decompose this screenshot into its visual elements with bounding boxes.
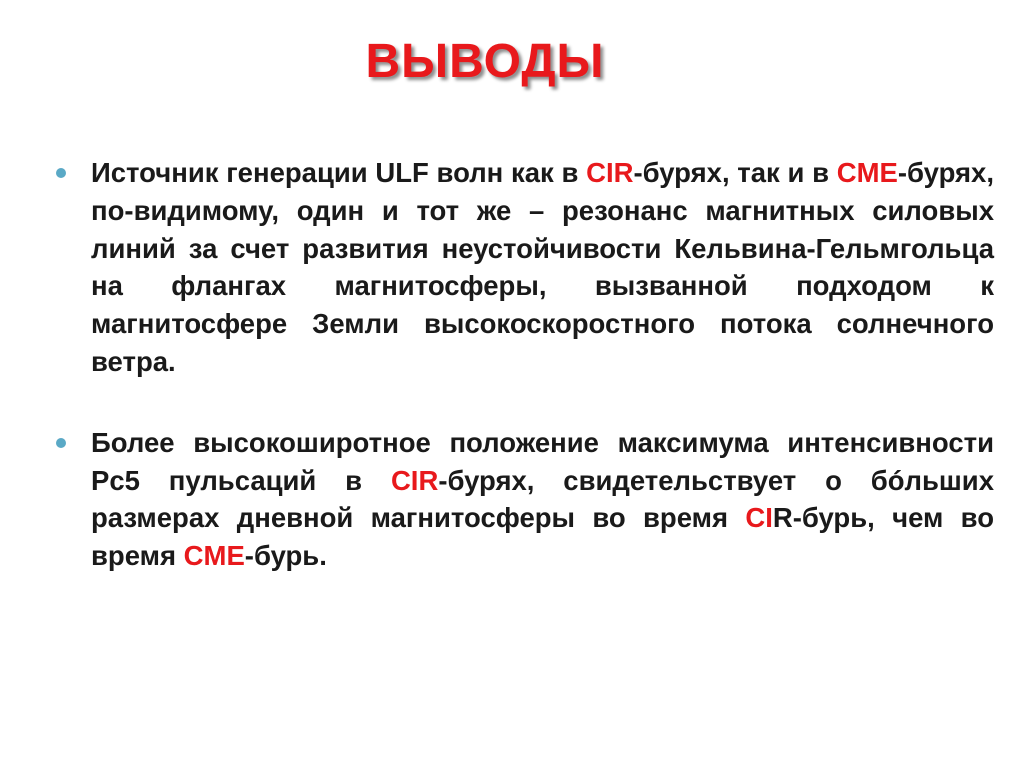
bullet-item-pc5-position [56, 424, 994, 575]
text-segment: -бурях, по-видимому, один и тот же – резонанс магнитных силовых линий за счет развития неустойчивости Кельвина-Гельмгольца на флангах магнитосферы, вызванной подходом к магнитосфере Земли высокоскоростного потока солнечного ветра. [91, 157, 994, 377]
bullet-item-ulf-source [56, 154, 994, 381]
bullet-dot-icon [56, 168, 66, 178]
bullet-text [91, 427, 994, 571]
text-segment: Источник генерации ULF волн как в [91, 157, 587, 188]
text-segment: -бурь. [244, 540, 327, 572]
text-segment: R-бурь, чем во время [91, 502, 994, 572]
text-segment: -бурях, так и в [633, 157, 837, 188]
bullet-text [91, 157, 994, 377]
text-segment: -бурях, свидетельствует о бóльших размерах дневной магнитосферы во время [91, 464, 994, 534]
bullet-dot-icon [56, 438, 66, 448]
bullet-list [56, 154, 994, 618]
highlight-ci: CI [745, 502, 773, 534]
text-segment: Более высокоширотное положение максимума интенсивности Pc5 пульсаций в [91, 426, 994, 496]
slide-title: ВЫВОДЫ [365, 35, 605, 88]
highlight-cme: CME [836, 157, 898, 188]
highlight-cme: CME [183, 540, 245, 572]
highlight-cir: CIR [390, 464, 439, 496]
highlight-cir: CIR [586, 157, 634, 188]
